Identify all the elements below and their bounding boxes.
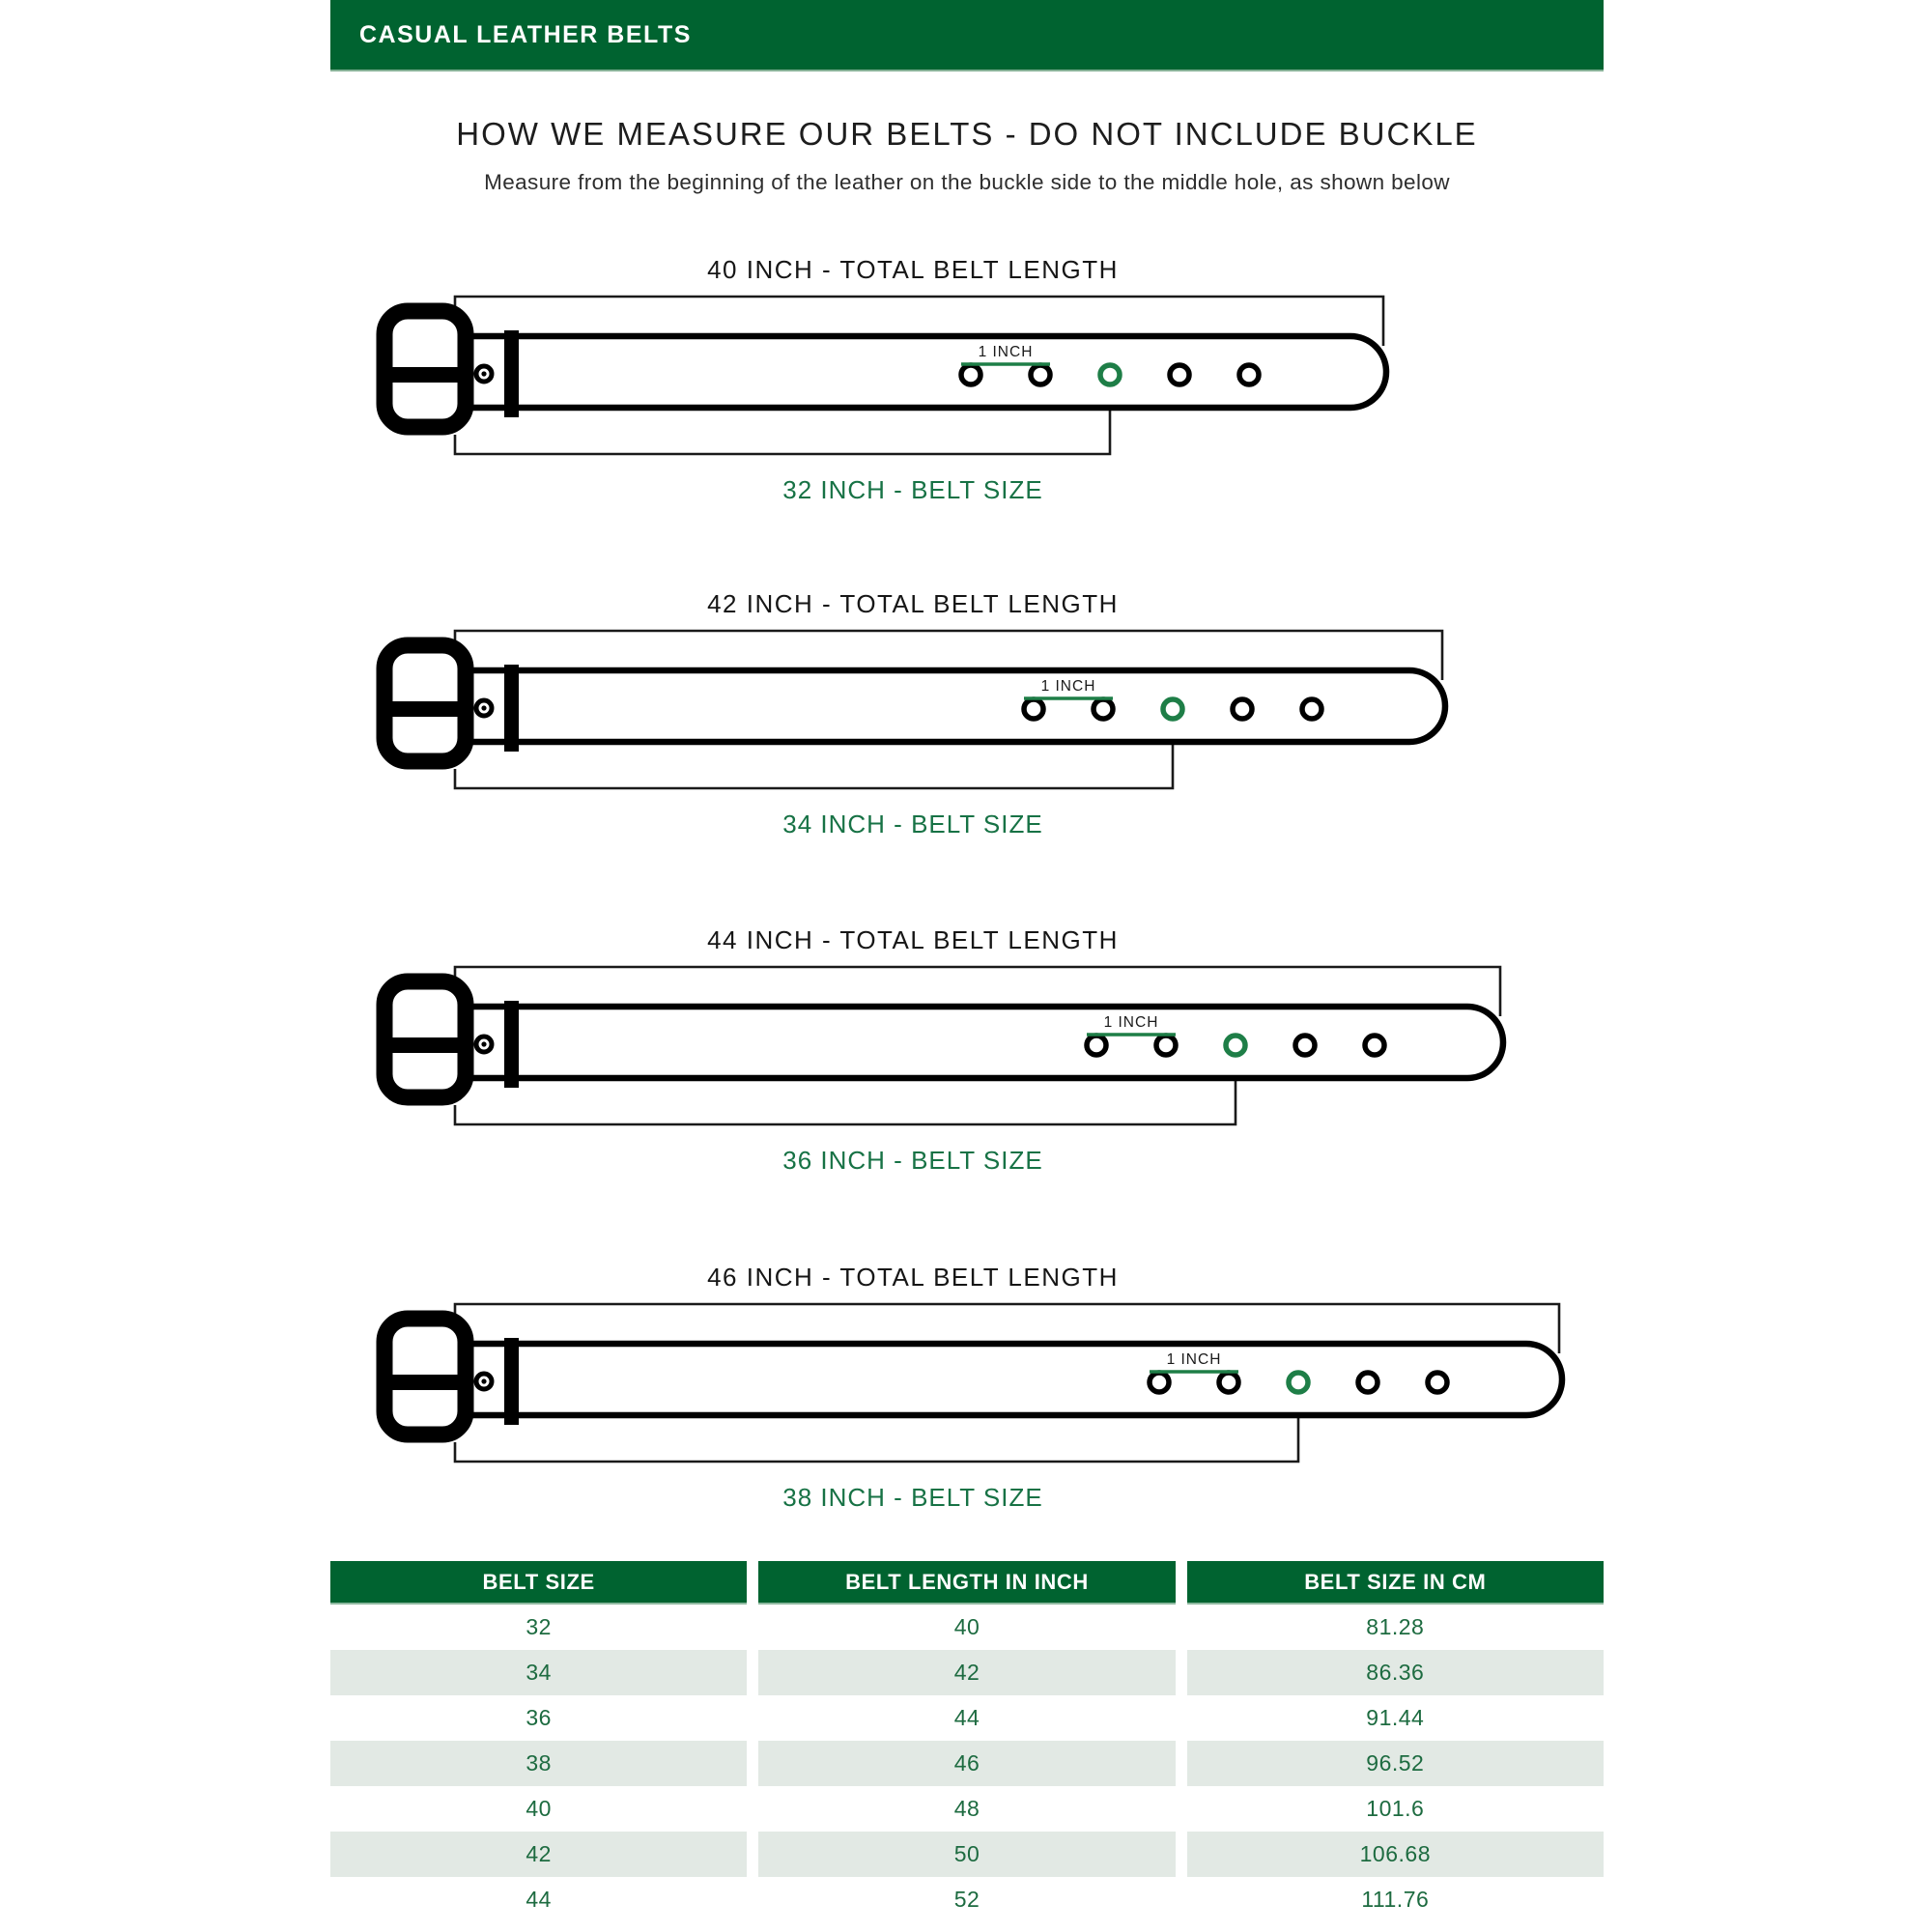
table-cell: 42 [758,1650,1175,1695]
belt-hole [1094,699,1113,719]
belt-diagram-42-inch [0,589,1932,879]
table-cell: 91.44 [1366,1705,1425,1730]
belt-diagram-46-inch [0,1263,1932,1552]
buckle-prong [390,367,462,383]
belt-diagram-40-inch [0,255,1932,545]
table-header-cell: BELT SIZE IN CM [1187,1561,1604,1605]
table-cell: 52 [953,1887,980,1912]
table-cell: 46 [758,1741,1175,1786]
belt-hole [1156,1036,1176,1055]
table-header-cell: BELT LENGTH IN INCH [758,1561,1175,1605]
one-inch-label: 1 INCH [1103,1014,1159,1031]
table-cell: 44 [526,1887,552,1912]
table-row [330,1786,1604,1832]
rivet-pin [481,1041,486,1046]
table-cell: 48 [953,1796,980,1821]
table-cell: 86.36 [1187,1650,1604,1695]
belt-hole [961,365,980,384]
belt-keeper [504,330,519,417]
table-row [330,1650,1604,1695]
rivet-pin [481,371,486,376]
one-inch-label: 1 INCH [978,344,1034,360]
belt-keeper [504,665,519,752]
belt-hole [1219,1373,1238,1392]
table-cell: 44 [953,1705,980,1730]
belt-illustration [319,290,1613,473]
table-cell: 42 [330,1832,747,1877]
buckle-prong [390,701,462,717]
table-cell: 111.76 [1361,1887,1430,1912]
diagram-title: 44 INCH - TOTAL BELT LENGTH [707,925,1119,954]
belt-size-label: 34 INCH - BELT SIZE [782,810,1043,838]
diagram-title: 40 INCH - TOTAL BELT LENGTH [707,255,1119,284]
belt-size-label: 32 INCH - BELT SIZE [782,475,1043,504]
belt-hole [1428,1373,1447,1392]
table-cell: 96.52 [1187,1741,1604,1786]
middle-hole-highlighted [1289,1373,1308,1392]
belt-hole [1150,1373,1169,1392]
table-cell: 40 [526,1796,552,1821]
diagram-title: 42 INCH - TOTAL BELT LENGTH [707,589,1119,618]
belt-hole [1031,365,1050,384]
page-title: HOW WE MEASURE OUR BELTS - DO NOT INCLUDE BUCKLE [456,116,1478,152]
table-row [330,1832,1604,1877]
one-inch-label: 1 INCH [1166,1351,1222,1368]
diagram-title: 46 INCH - TOTAL BELT LENGTH [707,1263,1119,1292]
table-row [330,1741,1604,1786]
belt-hole [1295,1036,1315,1055]
belt-strap [464,670,1445,742]
rivet-pin [481,705,486,710]
table-header-cell: BELT SIZE [330,1561,747,1605]
table-cell: 101.6 [1366,1796,1425,1821]
belt-hole [1024,699,1043,719]
table-cell: 81.28 [1366,1614,1425,1639]
belt-hole [1302,699,1321,719]
belt-diagram-44-inch [0,925,1932,1215]
belt-hole [1365,1036,1384,1055]
table-cell: 40 [953,1614,980,1639]
belt-hole [1358,1373,1378,1392]
belt-size-label: 36 INCH - BELT SIZE [782,1146,1043,1175]
buckle-prong [390,1375,462,1390]
middle-hole-highlighted [1100,365,1120,384]
belt-size-table [330,1561,1604,1922]
belt-keeper [504,1338,519,1425]
table-row [330,1877,1604,1922]
belt-hole [1087,1036,1106,1055]
belt-illustration [319,624,1613,808]
belt-keeper [504,1001,519,1088]
table-header-row [330,1561,1604,1605]
belt-hole [1233,699,1252,719]
page-subtitle: Measure from the beginning of the leather on the buckle side to the middle hole, as shown below [484,170,1450,194]
rivet-pin [481,1378,486,1383]
belt-strap [464,1007,1503,1078]
table-cell: 34 [330,1650,747,1695]
belt-strap [464,1344,1562,1415]
belt-illustration [319,1297,1613,1481]
belt-size-label: 38 INCH - BELT SIZE [782,1483,1043,1512]
buckle-prong [390,1037,462,1053]
table-cell: 36 [526,1705,552,1730]
one-inch-label: 1 INCH [1040,678,1096,695]
table-row [330,1695,1604,1741]
belt-hole [1170,365,1189,384]
table-cell: 32 [526,1614,552,1639]
table-cell: 38 [330,1741,747,1786]
belt-hole [1239,365,1259,384]
middle-hole-highlighted [1163,699,1182,719]
table-row [330,1605,1604,1650]
belt-illustration [319,960,1613,1144]
header-bar [330,0,1604,71]
table-cell: 50 [758,1832,1175,1877]
table-cell: 106.68 [1187,1832,1604,1877]
middle-hole-highlighted [1226,1036,1245,1055]
header-title: CASUAL LEATHER BELTS [359,20,692,48]
